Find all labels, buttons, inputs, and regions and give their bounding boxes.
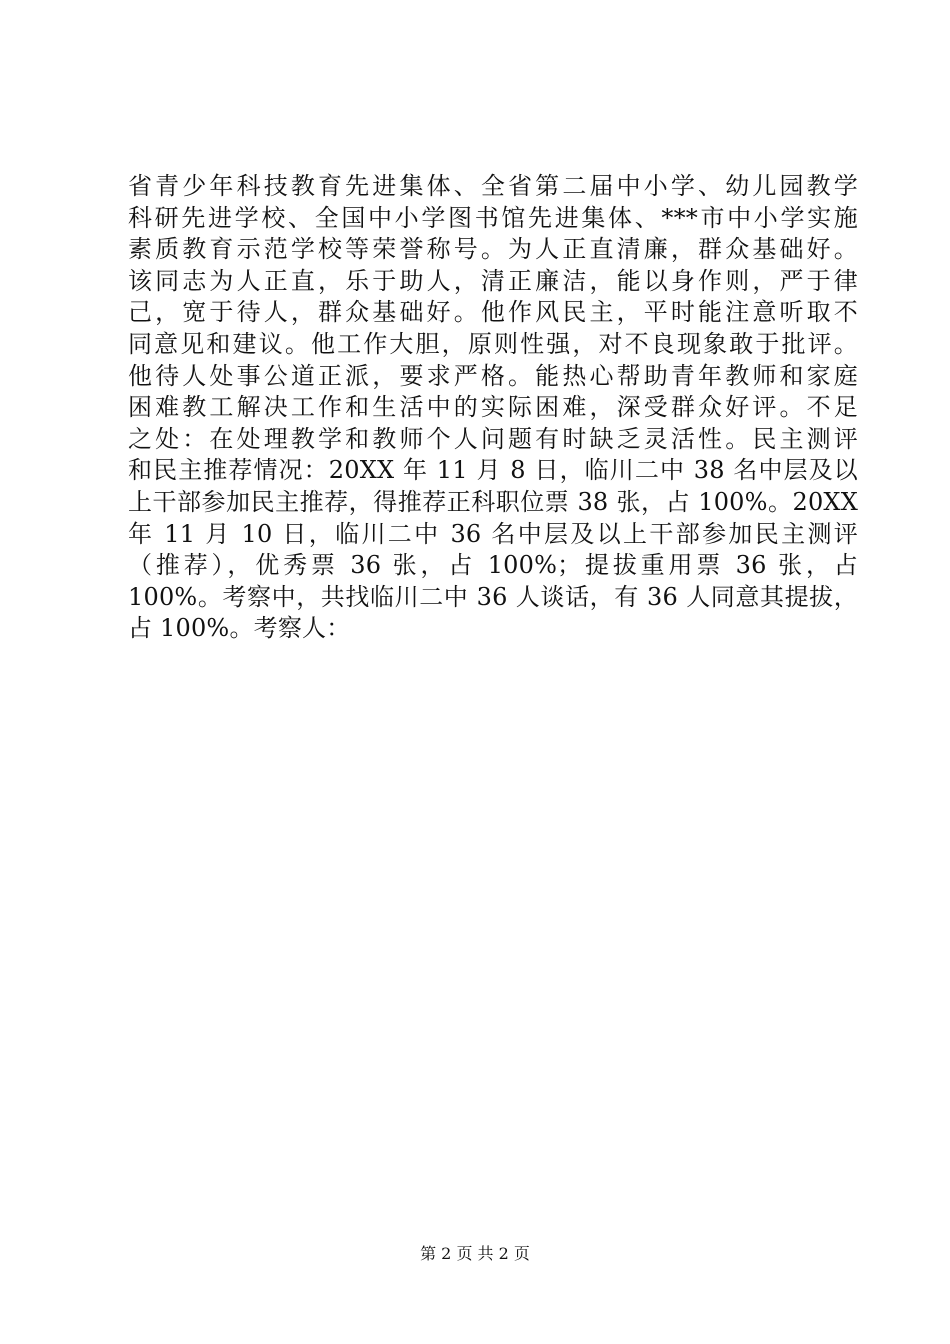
page-number-footer: 第 2 页 共 2 页 (420, 1244, 530, 1263)
text-line: 之处：在处理教学和教师个人问题有时缺乏灵活性。民主测评 (128, 424, 858, 453)
text-line: 年 11 月 10 日，临川二中 36 名中层及以上干部参加民主测评 (128, 519, 858, 548)
text-line: 困难教工解决工作和生活中的实际困难，深受群众好评。不足 (128, 393, 858, 422)
text-line: 素质教育示范学校等荣誉称号。为人正直清廉，群众基础好。 (128, 235, 858, 264)
text-line: 省青少年科技教育先进集体、全省第二届中小学、幼儿园教学 (128, 172, 858, 200)
text-line: 占 100%。考察人： (128, 614, 351, 643)
body-text (128, 171, 858, 645)
text-line: 上干部参加民主推荐，得推荐正科职位票 38 张，占 100%。20XX (128, 487, 858, 516)
text-line: 他待人处事公道正派，要求严格。能热心帮助青年教师和家庭 (128, 361, 858, 390)
text-line: 100%。考察中，共找临川二中 36 人谈话，有 36 人同意其提拔， (128, 582, 858, 611)
text-line: 科研先进学校、全国中小学图书馆先进集体、***市中小学实施 (128, 203, 858, 232)
text-line: 和民主推荐情况：20XX 年 11 月 8 日，临川二中 38 名中层及以 (128, 456, 858, 485)
text-line: 己，宽于待人，群众基础好。他作风民主，平时能注意听取不 (128, 298, 858, 327)
text-line: 该同志为人正直，乐于助人，清正廉洁，能以身作则，严于律 (128, 266, 858, 295)
text-line: 同意见和建议。他工作大胆，原则性强，对不良现象敢于批评。 (128, 329, 858, 358)
text-line: （推荐），优秀票 36 张，占 100%；提拔重用票 36 张，占 (128, 551, 858, 580)
